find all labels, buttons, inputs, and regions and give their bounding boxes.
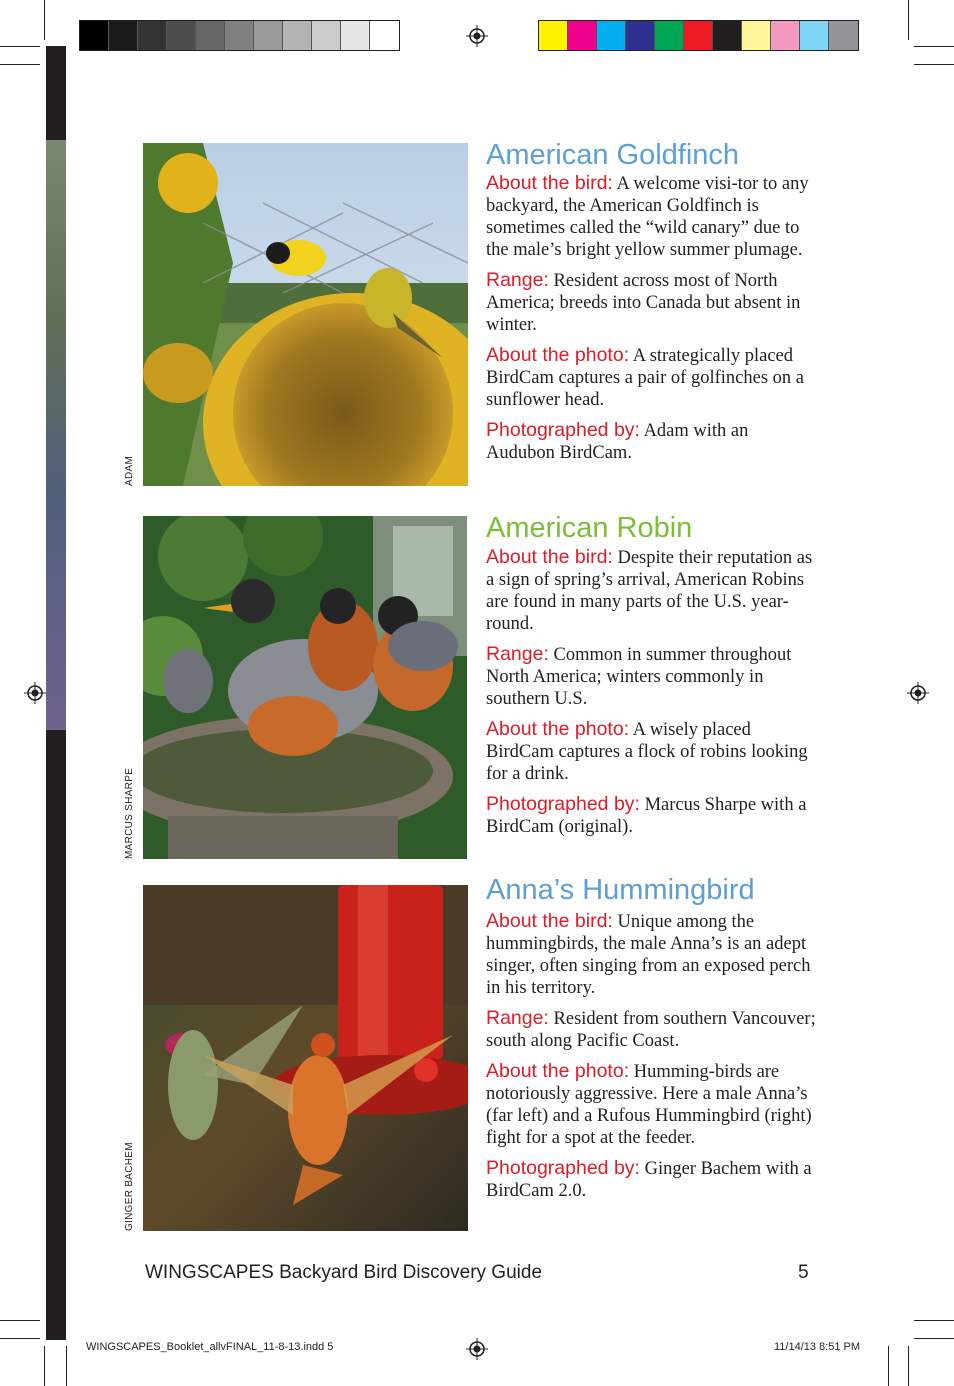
robin-photo [143, 516, 467, 859]
color-swatch [80, 21, 109, 50]
crop-mark [914, 64, 954, 65]
gray-step-colorbar [79, 20, 400, 51]
hummingbird-photo [143, 885, 468, 1231]
crop-mark [914, 1320, 954, 1321]
about-bird-label: About the bird: [486, 546, 613, 568]
crop-mark [0, 1338, 40, 1339]
registration-mark-icon [466, 1338, 488, 1360]
bleed-image-strip [46, 140, 66, 730]
photo-credit: ADAM [124, 455, 135, 486]
range-label: Range: [486, 269, 549, 291]
color-swatch [568, 21, 597, 50]
page-number: 5 [798, 1262, 809, 1283]
color-swatch [597, 21, 626, 50]
species-entry [486, 139, 816, 472]
range-paragraph: Range: Resident across most of North America; breeds into Canada but absent in winter. [486, 269, 801, 335]
crop-mark [44, 0, 45, 40]
color-swatch [312, 21, 341, 50]
range-label: Range: [486, 643, 549, 665]
about-photo-label: About the photo: [486, 718, 630, 740]
color-swatch [283, 21, 312, 50]
color-swatch [370, 21, 399, 50]
color-swatch [109, 21, 138, 50]
color-swatch [167, 21, 196, 50]
crop-mark [908, 1346, 909, 1386]
slug-filename: WINGSCAPES_Booklet_allvFINAL_11-8-13.indd 5 [86, 1341, 334, 1353]
species-title: American Robin [486, 512, 693, 544]
color-swatch [800, 21, 829, 50]
color-swatch [713, 21, 742, 50]
photographed-by-paragraph: Photographed by: Ginger Bachem with a BirdCam 2.0. [486, 1157, 812, 1201]
species-entry [486, 874, 816, 1210]
range-paragraph: Range: Resident from southern Vancouver; south along Pacific Coast. [486, 1007, 816, 1051]
photographed-by-label: Photographed by: [486, 419, 640, 441]
species-title: American Goldfinch [486, 139, 740, 171]
color-swatch [225, 21, 254, 50]
species-entry [486, 512, 816, 846]
color-swatch [196, 21, 225, 50]
about-bird-label: About the bird: [486, 172, 613, 194]
photographed-by-label: Photographed by: [486, 793, 640, 815]
footer-title: WINGSCAPES Backyard Bird Discovery Guide [145, 1262, 543, 1283]
registration-mark-icon [24, 682, 46, 704]
slug-datetime: 11/14/13 8:51 PM [774, 1341, 861, 1353]
about-photo-paragraph: About the photo: A strategically placed BirdCam captures a pair of golfinches on a sunflower head. [486, 344, 804, 410]
photo-credit: GINGER BACHEM [124, 1142, 135, 1231]
color-swatch [341, 21, 370, 50]
about-photo-label: About the photo: [486, 344, 630, 366]
goldfinch-photo [143, 143, 468, 486]
color-swatch [254, 21, 283, 50]
crop-mark [0, 46, 40, 47]
crop-mark [66, 1346, 67, 1386]
crop-mark [0, 64, 40, 65]
crop-mark [908, 0, 909, 40]
crop-mark [914, 46, 954, 47]
color-swatch [742, 21, 771, 50]
color-swatch [829, 21, 858, 50]
registration-mark-icon [907, 682, 929, 704]
about-photo-label: About the photo: [486, 1060, 630, 1082]
about-bird-paragraph: About the bird: Unique among the hummingbirds, the male Anna’s is an adept singer, often singing from an exposed perch in his territory. [486, 910, 811, 998]
range-label: Range: [486, 1007, 549, 1029]
about-photo-paragraph: About the photo: A wisely placed BirdCam captures a flock of robins looking for a drink. [486, 718, 808, 784]
photo-credit: MARCUS SHARPE [124, 767, 135, 859]
process-colorbar [538, 20, 859, 51]
registration-mark-icon [466, 25, 488, 47]
about-bird-paragraph: About the bird: A welcome visi-tor to any backyard, the American Goldfinch is sometimes called the “wild canary” due to the male’s bright yellow summer plumage. [486, 172, 809, 260]
crop-mark [0, 1320, 40, 1321]
color-swatch [655, 21, 684, 50]
color-swatch [684, 21, 713, 50]
crop-mark [914, 1338, 954, 1339]
about-photo-paragraph: About the photo: Humming-birds are notoriously aggressive. Here a male Anna’s (far left) and a Rufous Hummingbird (right) fight for a spot at the feeder. [486, 1060, 812, 1148]
about-bird-paragraph: About the bird: Despite their reputation as a sign of spring’s arrival, American Robins are found in many parts of the U.S. year-round. [486, 546, 813, 634]
photographed-by-label: Photographed by: [486, 1157, 640, 1179]
photographed-by-paragraph: Photographed by: Adam with an Audubon BirdCam. [486, 419, 749, 463]
photographed-by-paragraph: Photographed by: Marcus Sharpe with a BirdCam (original). [486, 793, 807, 837]
color-swatch [626, 21, 655, 50]
crop-mark [44, 1346, 45, 1386]
color-swatch [771, 21, 800, 50]
about-bird-label: About the bird: [486, 910, 613, 932]
color-swatch [539, 21, 568, 50]
color-swatch [138, 21, 167, 50]
crop-mark [888, 1346, 889, 1386]
range-paragraph: Range: Common in summer throughout North America; winters commonly in southern U.S. [486, 643, 792, 709]
species-title: Anna’s Hummingbird [486, 874, 755, 906]
